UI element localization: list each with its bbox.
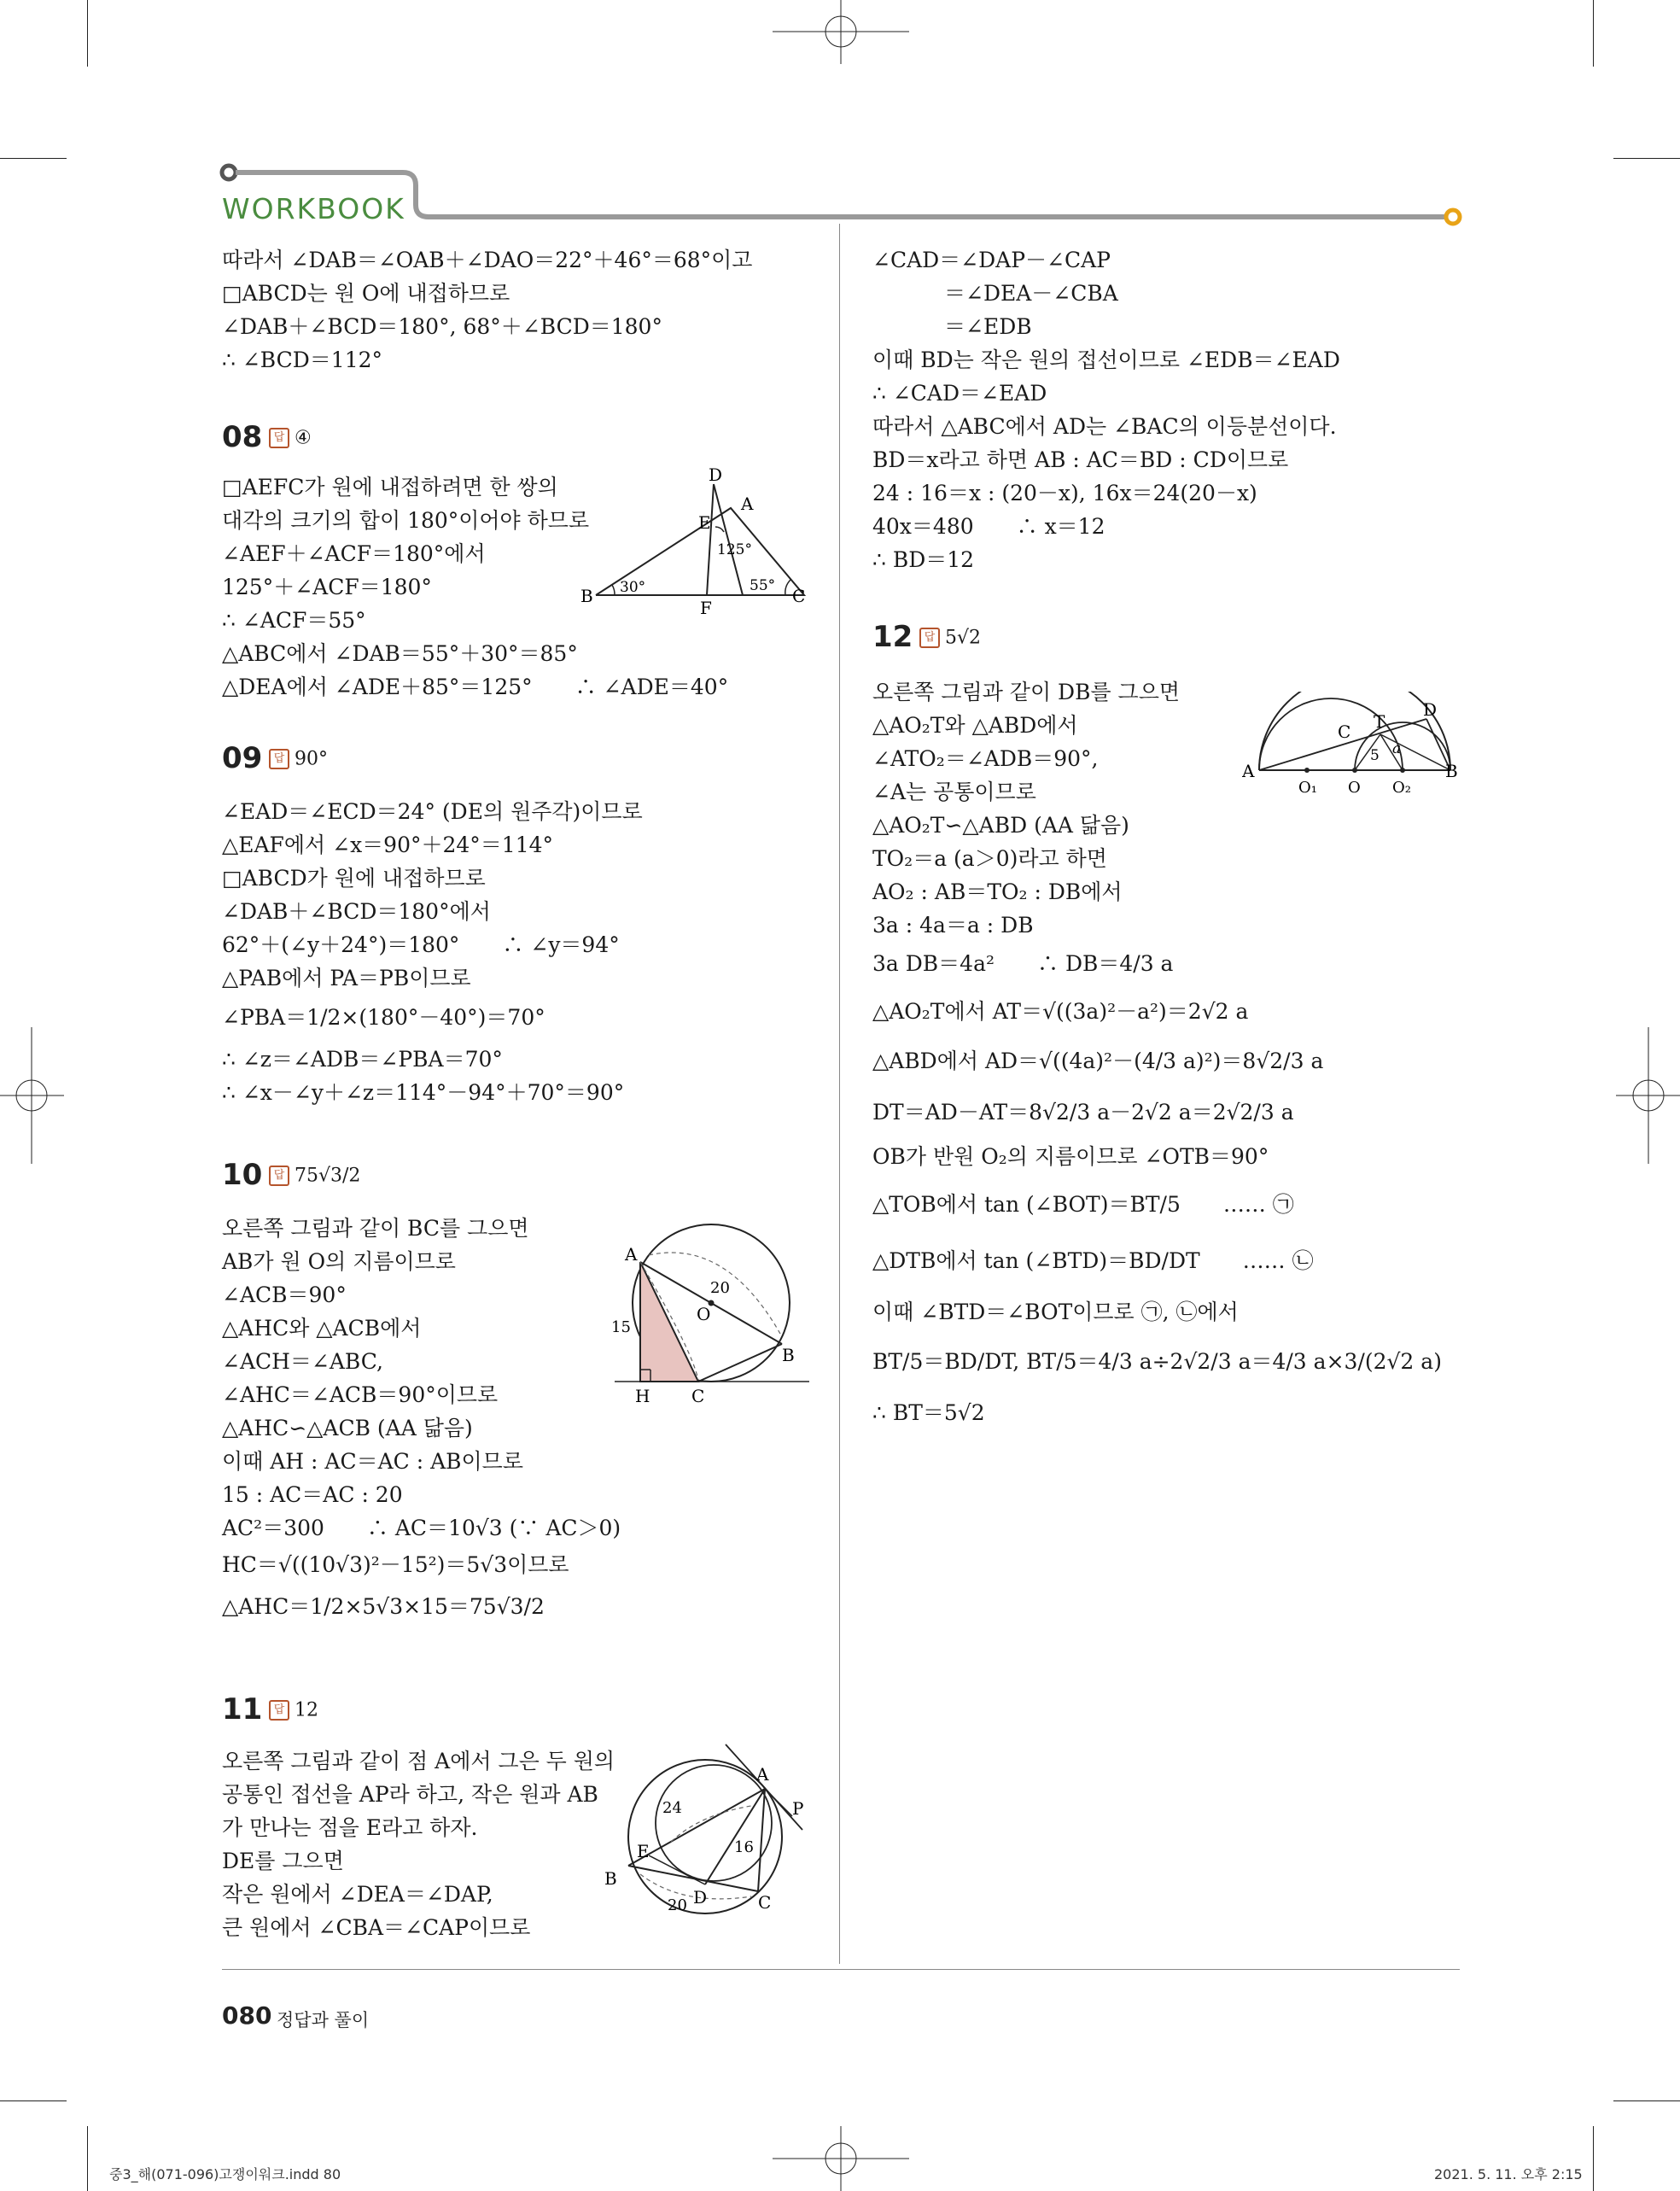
fig12-label: C (1338, 722, 1351, 742)
text-line: OB가 반원 O₂의 지름이므로 ∠OTB＝90° (872, 1144, 1269, 1169)
text-line: 3a : 4a＝a : DB (872, 913, 1034, 938)
column-divider (839, 224, 840, 1964)
text-line: 대각의 크기의 합이 180°이어야 하므로 (222, 508, 590, 533)
fig08-label: C (792, 586, 806, 606)
problem-number: 11 (222, 1692, 263, 1727)
section-title: 정답과 풀이 (277, 2010, 370, 2030)
fig10-label: C (691, 1386, 705, 1406)
fig12-label: D (1423, 699, 1438, 720)
text-line: ∠DAB＋∠BCD＝180°에서 (222, 899, 491, 924)
problem-number: 10 (222, 1158, 263, 1192)
fig10-label: A (625, 1244, 638, 1265)
text-line: 따라서 △ABC에서 AD는 ∠BAC의 이등분선이다. (872, 414, 1337, 439)
fig11-label: C (758, 1892, 772, 1913)
crop-mark (0, 158, 67, 159)
registration-mark-bottom (773, 2126, 909, 2191)
fig08-label: E (698, 512, 711, 533)
registration-mark-left (0, 1027, 64, 1164)
answer-badge-icon: 답 (269, 1700, 289, 1721)
text-line: BT/5＝BD/DT, BT/5＝4/3 a÷2√2/3 a＝4/3 a×3/(2√2 a) (872, 1349, 1442, 1374)
text-line: 40x＝480 ∴ x＝12 (872, 514, 1105, 539)
text-line: 15 : AC＝AC : 20 (222, 1482, 403, 1507)
text-line: 125°＋∠ACF＝180° (222, 575, 432, 599)
text-line: ∠ATO₂＝∠ADB＝90°, (872, 746, 1099, 771)
fig10-label: H (635, 1386, 650, 1406)
answer-value: 5√2 (945, 627, 982, 649)
page-number: 080 (222, 2001, 272, 2030)
text-line: 오른쪽 그림과 같이 점 A에서 그은 두 원의 (222, 1749, 615, 1773)
answer-value: 12 (295, 1699, 318, 1721)
text-line: 이때 AH : AC＝AC : AB이므로 (222, 1449, 523, 1474)
text-line: ∠ACH＝∠ABC, (222, 1349, 383, 1374)
answer (269, 427, 312, 449)
text-line: △AO₂T∽△ABD (AA 닮음) (872, 813, 1129, 838)
fig08-label: B (580, 586, 593, 606)
text-line: □ABCD가 원에 내접하므로 (222, 866, 486, 891)
fig08-label: A (741, 494, 754, 514)
figure-10 (598, 1212, 820, 1409)
fig12-label: T (1374, 711, 1385, 732)
text-line: ∴ BD＝12 (872, 547, 975, 572)
fig11-label: 20 (668, 1896, 687, 1914)
text-line: ＝∠DEA－∠CBA (944, 281, 1118, 306)
text-line: AO₂ : AB＝TO₂ : DB에서 (872, 879, 1123, 904)
text-line: ∠EAD＝∠ECD＝24° (DE의 원주각)이므로 (222, 799, 643, 824)
crop-mark (1613, 158, 1680, 159)
crop-mark (87, 2126, 88, 2191)
text-line: 24 : 16＝x : (20－x), 16x＝24(20－x) (872, 481, 1257, 505)
crop-mark (87, 0, 88, 67)
fig11-label: 16 (734, 1838, 754, 1856)
text-line: ∴ ∠x－∠y＋∠z＝114°－94°＋70°＝90° (222, 1080, 625, 1105)
fig12-label: B (1445, 761, 1458, 781)
fig10-label: B (782, 1345, 795, 1365)
fig08-label: 55° (750, 577, 776, 594)
fig08-label: 30° (620, 579, 646, 596)
problem-number: 08 (222, 420, 263, 454)
fig11-label: A (756, 1764, 769, 1785)
text-line: △TOB에서 tan (∠BOT)＝BT/5 …… ㉠ (872, 1192, 1294, 1217)
text-line: DE를 그으면 (222, 1849, 344, 1873)
text-line: △ABD에서 AD＝√((4a)²－(4/3 a)²)＝8√2/3 a (872, 1049, 1324, 1073)
text-line: ∠PBA＝1/2×(180°－40°)＝70° (222, 1005, 545, 1030)
text-line: ∴ ∠CAD＝∠EAD (872, 381, 1047, 406)
fig12-label: O₂ (1392, 779, 1411, 797)
text-line: AC²＝300 ∴ AC＝10√3 (∵ AC＞0) (222, 1516, 621, 1540)
answer-value: 90° (295, 748, 328, 770)
text-line: ∴ BT＝5√2 (872, 1400, 985, 1425)
text-line: 오른쪽 그림과 같이 DB를 그으면 (872, 680, 1181, 704)
fig11-label: D (693, 1887, 708, 1908)
text-line: △DEA에서 ∠ADE＋85°＝125° ∴ ∠ADE＝40° (222, 675, 729, 699)
problem-number: 12 (872, 620, 913, 654)
text-line: 작은 원에서 ∠DEA＝∠DAP, (222, 1882, 493, 1907)
fig08-label: F (700, 598, 712, 615)
print-timestamp: 2021. 5. 11. 오후 2:15 (1434, 2166, 1583, 2182)
fig12-label: a (1392, 740, 1402, 757)
answer (269, 1699, 318, 1721)
text-line: 62°＋(∠y＋24°)＝180° ∴ ∠y＝94° (222, 932, 620, 957)
problem-number: 09 (222, 741, 263, 775)
text-line: ∠A는 공통이므로 (872, 780, 1036, 804)
answer-badge-icon: 답 (269, 749, 289, 769)
fig12-label: O (1348, 779, 1361, 797)
fig08-label: 125° (717, 541, 752, 558)
text-line: BD＝x라고 하면 AB : AC＝BD : CD이므로 (872, 447, 1289, 472)
text-line: ∠ACB＝90° (222, 1282, 347, 1307)
text-line: □ABCD는 원 O에 내접하므로 (222, 281, 510, 306)
figure-08 (580, 465, 820, 615)
text-line: DT＝AD－AT＝8√2/3 a－2√2 a＝2√2/3 a (872, 1100, 1294, 1125)
text-line: HC＝√((10√3)²－15²)＝5√3이므로 (222, 1552, 569, 1577)
crop-mark (1593, 0, 1594, 67)
text-line: 이때 ∠BTD＝∠BOT이므로 ㉠, ㉡에서 (872, 1300, 1239, 1324)
figure-12 (1242, 692, 1468, 803)
text-line: 가 만나는 점을 E라고 하자. (222, 1815, 478, 1840)
figure-11 (598, 1738, 820, 1917)
answer (919, 627, 981, 649)
answer-value: 75√3/2 (295, 1165, 361, 1187)
text-line: △AHC∽△ACB (AA 닮음) (222, 1416, 473, 1440)
answer-value: ④ (295, 427, 312, 449)
text-line: AB가 원 O의 지름이므로 (222, 1249, 456, 1274)
fig11-label: E (637, 1841, 650, 1861)
workbook-brand: WORKBOOK (222, 192, 405, 225)
text-line: TO₂＝a (a＞0)라고 하면 (872, 846, 1107, 871)
crop-mark (1593, 2126, 1594, 2191)
answer-badge-icon: 답 (269, 428, 289, 448)
text-line: ∠AHC＝∠ACB＝90°이므로 (222, 1382, 499, 1407)
fig12-label: A (1242, 761, 1255, 781)
crop-mark (1613, 2100, 1680, 2101)
text-line: △AO₂T와 △ABD에서 (872, 713, 1078, 738)
text-line: △EAF에서 ∠x＝90°＋24°＝114° (222, 833, 554, 857)
fig10-label: O (697, 1304, 711, 1324)
fig08-label: D (709, 465, 723, 485)
text-line: 3a DB＝4a² ∴ DB＝4/3 a (872, 951, 1174, 976)
registration-mark-right (1616, 1027, 1680, 1164)
fig11-label: B (604, 1868, 617, 1889)
footer-rule (222, 1969, 1460, 1970)
text-line: ∴ ∠BCD＝112° (222, 348, 383, 372)
fig12-label: 5 (1370, 747, 1380, 764)
text-line: 오른쪽 그림과 같이 BC를 그으면 (222, 1216, 529, 1241)
answer-badge-icon: 답 (269, 1166, 289, 1186)
fig10-label: 20 (710, 1279, 730, 1297)
text-line: △DTB에서 tan (∠BTD)＝BD/DT …… ㉡ (872, 1248, 1314, 1273)
text-line: △AO₂T에서 AT＝√((3a)²－a²)＝2√2 a (872, 999, 1249, 1024)
crop-mark (0, 2100, 67, 2101)
answer (269, 1165, 360, 1187)
text-line: 큰 원에서 ∠CBA＝∠CAP이므로 (222, 1915, 531, 1940)
text-line: ∠AEF＋∠ACF＝180°에서 (222, 541, 486, 566)
text-line: ∠DAB＋∠BCD＝180°, 68°＋∠BCD＝180° (222, 314, 662, 339)
fig11-label: 24 (662, 1799, 682, 1817)
text-line: ∴ ∠z＝∠ADB＝∠PBA＝70° (222, 1047, 503, 1072)
text-line: 공통인 접선을 AP라 하고, 작은 원과 AB (222, 1782, 598, 1807)
answer (269, 748, 328, 770)
text-line: ∴ ∠ACF＝55° (222, 608, 366, 633)
answer-badge-icon: 답 (919, 628, 940, 648)
text-line: △AHC와 △ACB에서 (222, 1316, 422, 1341)
text-line: △PAB에서 PA＝PB이므로 (222, 966, 471, 990)
text-line: 이때 BD는 작은 원의 접선이므로 ∠EDB＝∠EAD (872, 348, 1340, 372)
text-line: △ABC에서 ∠DAB＝55°＋30°＝85° (222, 641, 578, 666)
fig12-label: O₁ (1298, 779, 1317, 797)
text-line: ＝∠EDB (944, 314, 1032, 339)
text-line: □AEFC가 원에 내접하려면 한 쌍의 (222, 475, 558, 500)
fig11-label: P (792, 1798, 804, 1819)
text-line: △AHC＝1/2×5√3×15＝75√3/2 (222, 1594, 545, 1619)
registration-mark-top (773, 0, 909, 64)
text-line: 따라서 ∠DAB＝∠OAB＋∠DAO＝22°＋46°＝68°이고 (222, 248, 753, 272)
text-line: ∠CAD＝∠DAP－∠CAP (872, 248, 1111, 272)
fig10-label: 15 (611, 1318, 631, 1336)
file-info: 중3_해(071-096)고쟁이워크.indd 80 (109, 2166, 341, 2182)
